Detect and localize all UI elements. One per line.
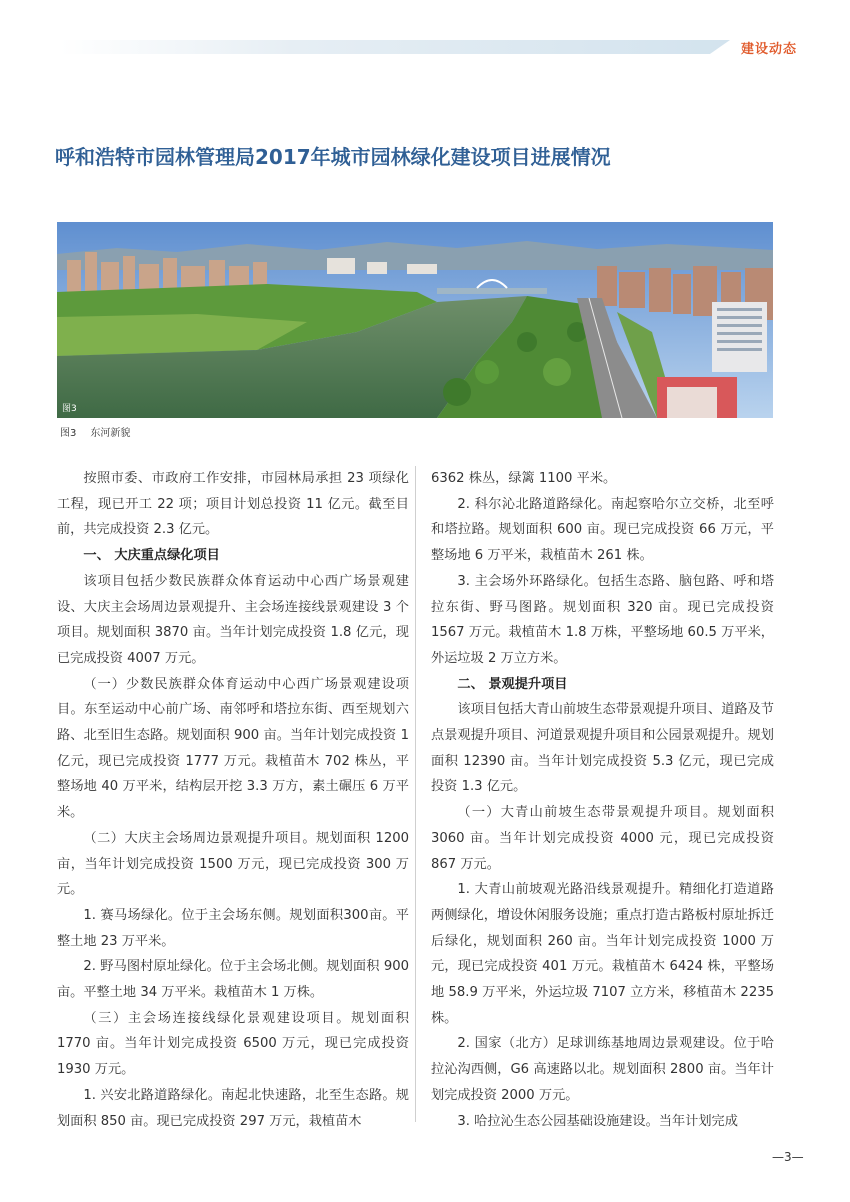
paragraph: 该项目包括大青山前坡生态带景观提升项目、道路及节点景观提升项目、河道景观提升项目和公园景观提升。规划面积 12390 亩。当年计划完成投资 5.3 亿元，现已完成投资 1.3 亿元。 xyxy=(431,702,774,795)
paragraph: （一）大青山前坡生态带景观提升项目。规划面积 3060 亩。当年计划完成投资 4000 元，现已完成投资 867 万元。 xyxy=(431,805,774,872)
paragraph: 1. 大青山前坡观光路沿线景观提升。精细化打造道路两侧绿化，增设休闲服务设施；重点打造古路板村原址拆迁后绿化，规划面积 260 亩。当年计划完成投资 1000 万元，现已完成投资 401 万元。栽植苗木 6424 株，平整场地 58.9 万平米，外运垃圾 7107 立方米，移植苗木 2235 株。 xyxy=(431,882,774,1026)
photo-figure-label: 图3 xyxy=(62,404,77,414)
section-heading: 一、 大庆重点绿化项目 xyxy=(83,548,220,564)
paragraph: 2. 科尔沁北路道路绿化。南起察哈尔立交桥，北至呼和塔拉路。规划面积 600 亩。现已完成投资 66 万元，平整场地 6 万平米，栽植苗木 261 株。 xyxy=(431,496,774,564)
section-tag: 建设动态 xyxy=(741,42,798,57)
figure-caption xyxy=(60,424,130,439)
paragraph: 3. 主会场外环路绿化。包括生态路、脑包路、呼和塔拉东街、野马图路。规划面积 320 亩。现已完成投资 1567 万元。栽植苗木 1.8 万株，平整场地 60.5 万平米，外运垃圾 2 万立方米。 xyxy=(431,573,774,666)
paragraph: （三）主会场连接线绿化景观建设项目。规划面积 1770 亩。当年计划完成投资 6500 万元，现已完成投资 1930 万元。 xyxy=(57,1010,409,1078)
caption-figure-number: 图3 xyxy=(60,428,77,439)
right-column xyxy=(431,466,774,1134)
header-bar xyxy=(60,40,730,54)
paragraph: 2. 国家（北方）足球训练基地周边景观建设。位于哈拉沁沟西侧，G6 高速路以北。规划面积 2800 亩。当年计划完成投资 2000 万元。 xyxy=(431,1036,774,1103)
paragraph: 按照市委、市政府工作安排，市园林局承担 23 项绿化工程，现已开工 22 项；项目计划总投资 11 亿元。截至目前，共完成投资 2.3 亿元。 xyxy=(57,471,409,538)
left-column xyxy=(57,466,409,1134)
paragraph: （一）少数民族群众体育运动中心西广场景观建设项目。东至运动中心前广场、南邻呼和塔拉东街、西至规划六路、北至旧生态路。规划面积 900 亩。当年计划完成投资 1 亿元，现已完成投资 1777 万元。栽植苗木 702 株丛，平整场地 40 万平米，结构层开挖 3.3 万方，素土碾压 6 万平米。 xyxy=(57,676,409,821)
river-photo-illustration xyxy=(57,222,773,418)
paragraph: 该项目包括少数民族群众体育运动中心西广场景观建设、大庆主会场周边景观提升、主会场连接线景观建设 3 个项目。规划面积 3870 亩。当年计划完成投资 1.8 亿元，现已完成投资 4007 万元。 xyxy=(57,573,409,666)
paragraph: 2. 野马图村原址绿化。位于主会场北侧。规划面积 900 亩。平整土地 34 万平米。栽植苗木 1 万株。 xyxy=(57,959,409,1001)
section-heading: 二、 景观提升项目 xyxy=(457,676,568,692)
paragraph: 3. 哈拉沁生态公园基础设施建设。当年计划完成 xyxy=(457,1113,738,1129)
page-title: 呼和浩特市园林管理局2017年城市园林绿化建设项目进展情况 xyxy=(55,145,611,169)
caption-text: 东河新貌 xyxy=(90,428,131,439)
paragraph: （二）大庆主会场周边景观提升项目。规划面积 1200 亩，当年计划完成投资 1500 万元，现已完成投资 300 万元。 xyxy=(57,830,409,898)
column-divider xyxy=(415,466,416,1122)
river-photo xyxy=(57,222,773,418)
paragraph: 1. 赛马场绿化。位于主会场东侧。规划面积300亩。平整土地 23 万平米。 xyxy=(57,907,409,949)
page-number: —3— xyxy=(772,1150,804,1164)
paragraph-continued: 6362 株丛，绿篱 1100 平米。 xyxy=(431,471,617,486)
paragraph: 1. 兴安北路道路绿化。南起北快速路，北至生态路。规划面积 850 亩。现已完成投资 297 万元，栽植苗木 xyxy=(57,1087,409,1129)
